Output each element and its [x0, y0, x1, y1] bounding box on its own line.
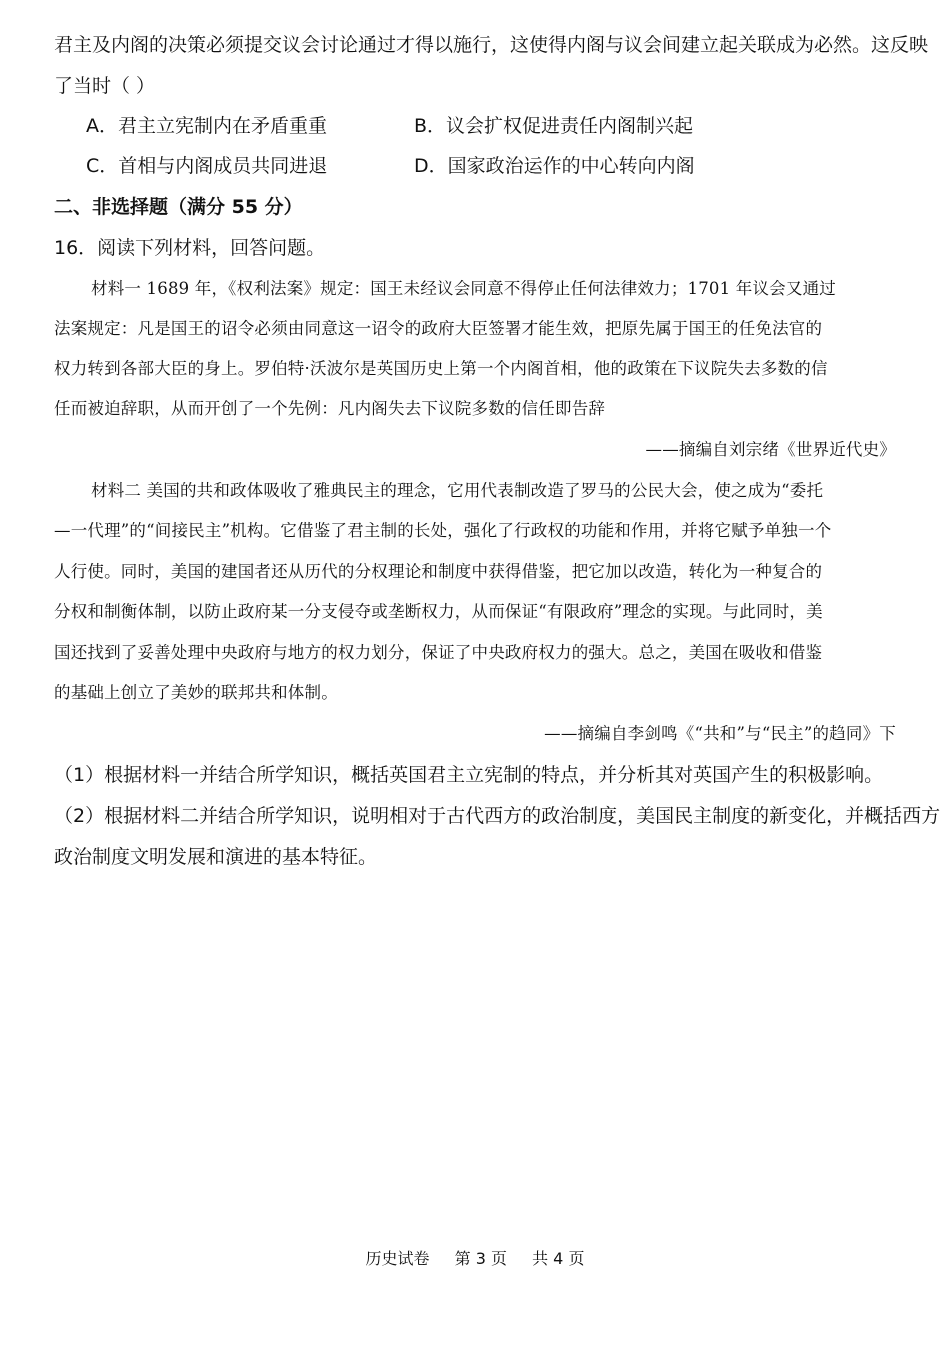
q16-sub1: （1）根据材料一并结合所学知识，概括英国君主立宪制的特点，并分析其对英国产生的积极影响。: [54, 764, 884, 786]
q15-option-d: D．国家政治运作的中心转向内阁: [414, 155, 695, 177]
q15-stem-line-1: 君主及内阁的决策必须提交议会讨论通过才得以施行，这使得内阁与议会间建立起关联成为必然。这反映: [54, 34, 929, 56]
material2-line-4: 分权和制衡体制，以防止政府某一分支侵夺或垄断权力，从而保证“有限政府”理念的实现。与此同时，美: [54, 602, 823, 621]
material1-line-4: 任而被迫辞职，从而开创了一个先例：凡内阁失去下议院多数的信任即告辞: [54, 399, 606, 418]
q16-sub2-line-2: 政治制度文明发展和演进的基本特征。: [54, 846, 378, 868]
q15-option-c: C．首相与内阁成员共同进退: [86, 155, 328, 177]
material2-source: ——摘编自李剑鸣《“共和”与“民主”的趋同》下: [544, 724, 896, 743]
footer-page-number: 第 3 页: [454, 1249, 507, 1268]
q16-sub2-line-1: （2）根据材料二并结合所学知识，说明相对于古代西方的政治制度，美国民主制度的新变化，并概括西方: [54, 805, 941, 827]
material2-line-3: 人行使。同时，美国的建国者还从历代的分权理论和制度中获得借鉴，把它加以改造，转化为一种复合的: [54, 562, 823, 581]
material2-line-1: 材料二 美国的共和政体吸收了雅典民主的理念，它用代表制改造了罗马的公民大会，使之成为“委托: [91, 481, 824, 500]
footer-total-pages: 共 4 页: [532, 1249, 585, 1268]
material1-source: ——摘编自刘宗绪《世界近代史》: [645, 440, 896, 459]
material2-line-6: 的基础上创立了美妙的联邦共和体制。: [54, 683, 338, 702]
material1-line-1: 材料一 1689 年，《权利法案》规定：国王未经议会同意不得停止任何法律效力；1701 年议会又通过: [91, 279, 836, 298]
material1-line-3: 权力转到各部大臣的身上。罗伯特·沃波尔是英国历史上第一个内阁首相，他的政策在下议院失去多数的信: [54, 359, 828, 378]
page-footer: [0, 1248, 950, 1270]
footer-subject: 历史试卷: [365, 1249, 430, 1268]
q15-option-b: B．议会扩权促进责任内阁制兴起: [414, 115, 694, 137]
material2-line-2: —一代理”的“间接民主”机构。它借鉴了君主制的长处，强化了行政权的功能和作用，并将它赋予单独一个: [54, 521, 832, 540]
q16-intro: 16．阅读下列材料，回答问题。: [54, 237, 326, 259]
q15-option-a: A．君主立宪制内在矛盾重重: [86, 115, 327, 137]
material1-line-2: 法案规定：凡是国王的诏令必须由同意这一诏令的政府大臣签署才能生效，把原先属于国王的任免法官的: [54, 319, 823, 338]
q15-stem-line-2: 了当时（ ）: [54, 75, 156, 97]
material2-line-5: 国还找到了妥善处理中央政府与地方的权力划分，保证了中央政府权力的强大。总之，美国在吸收和借鉴: [54, 643, 823, 662]
section-heading: 二、非选择题（满分 55 分）: [54, 196, 303, 218]
